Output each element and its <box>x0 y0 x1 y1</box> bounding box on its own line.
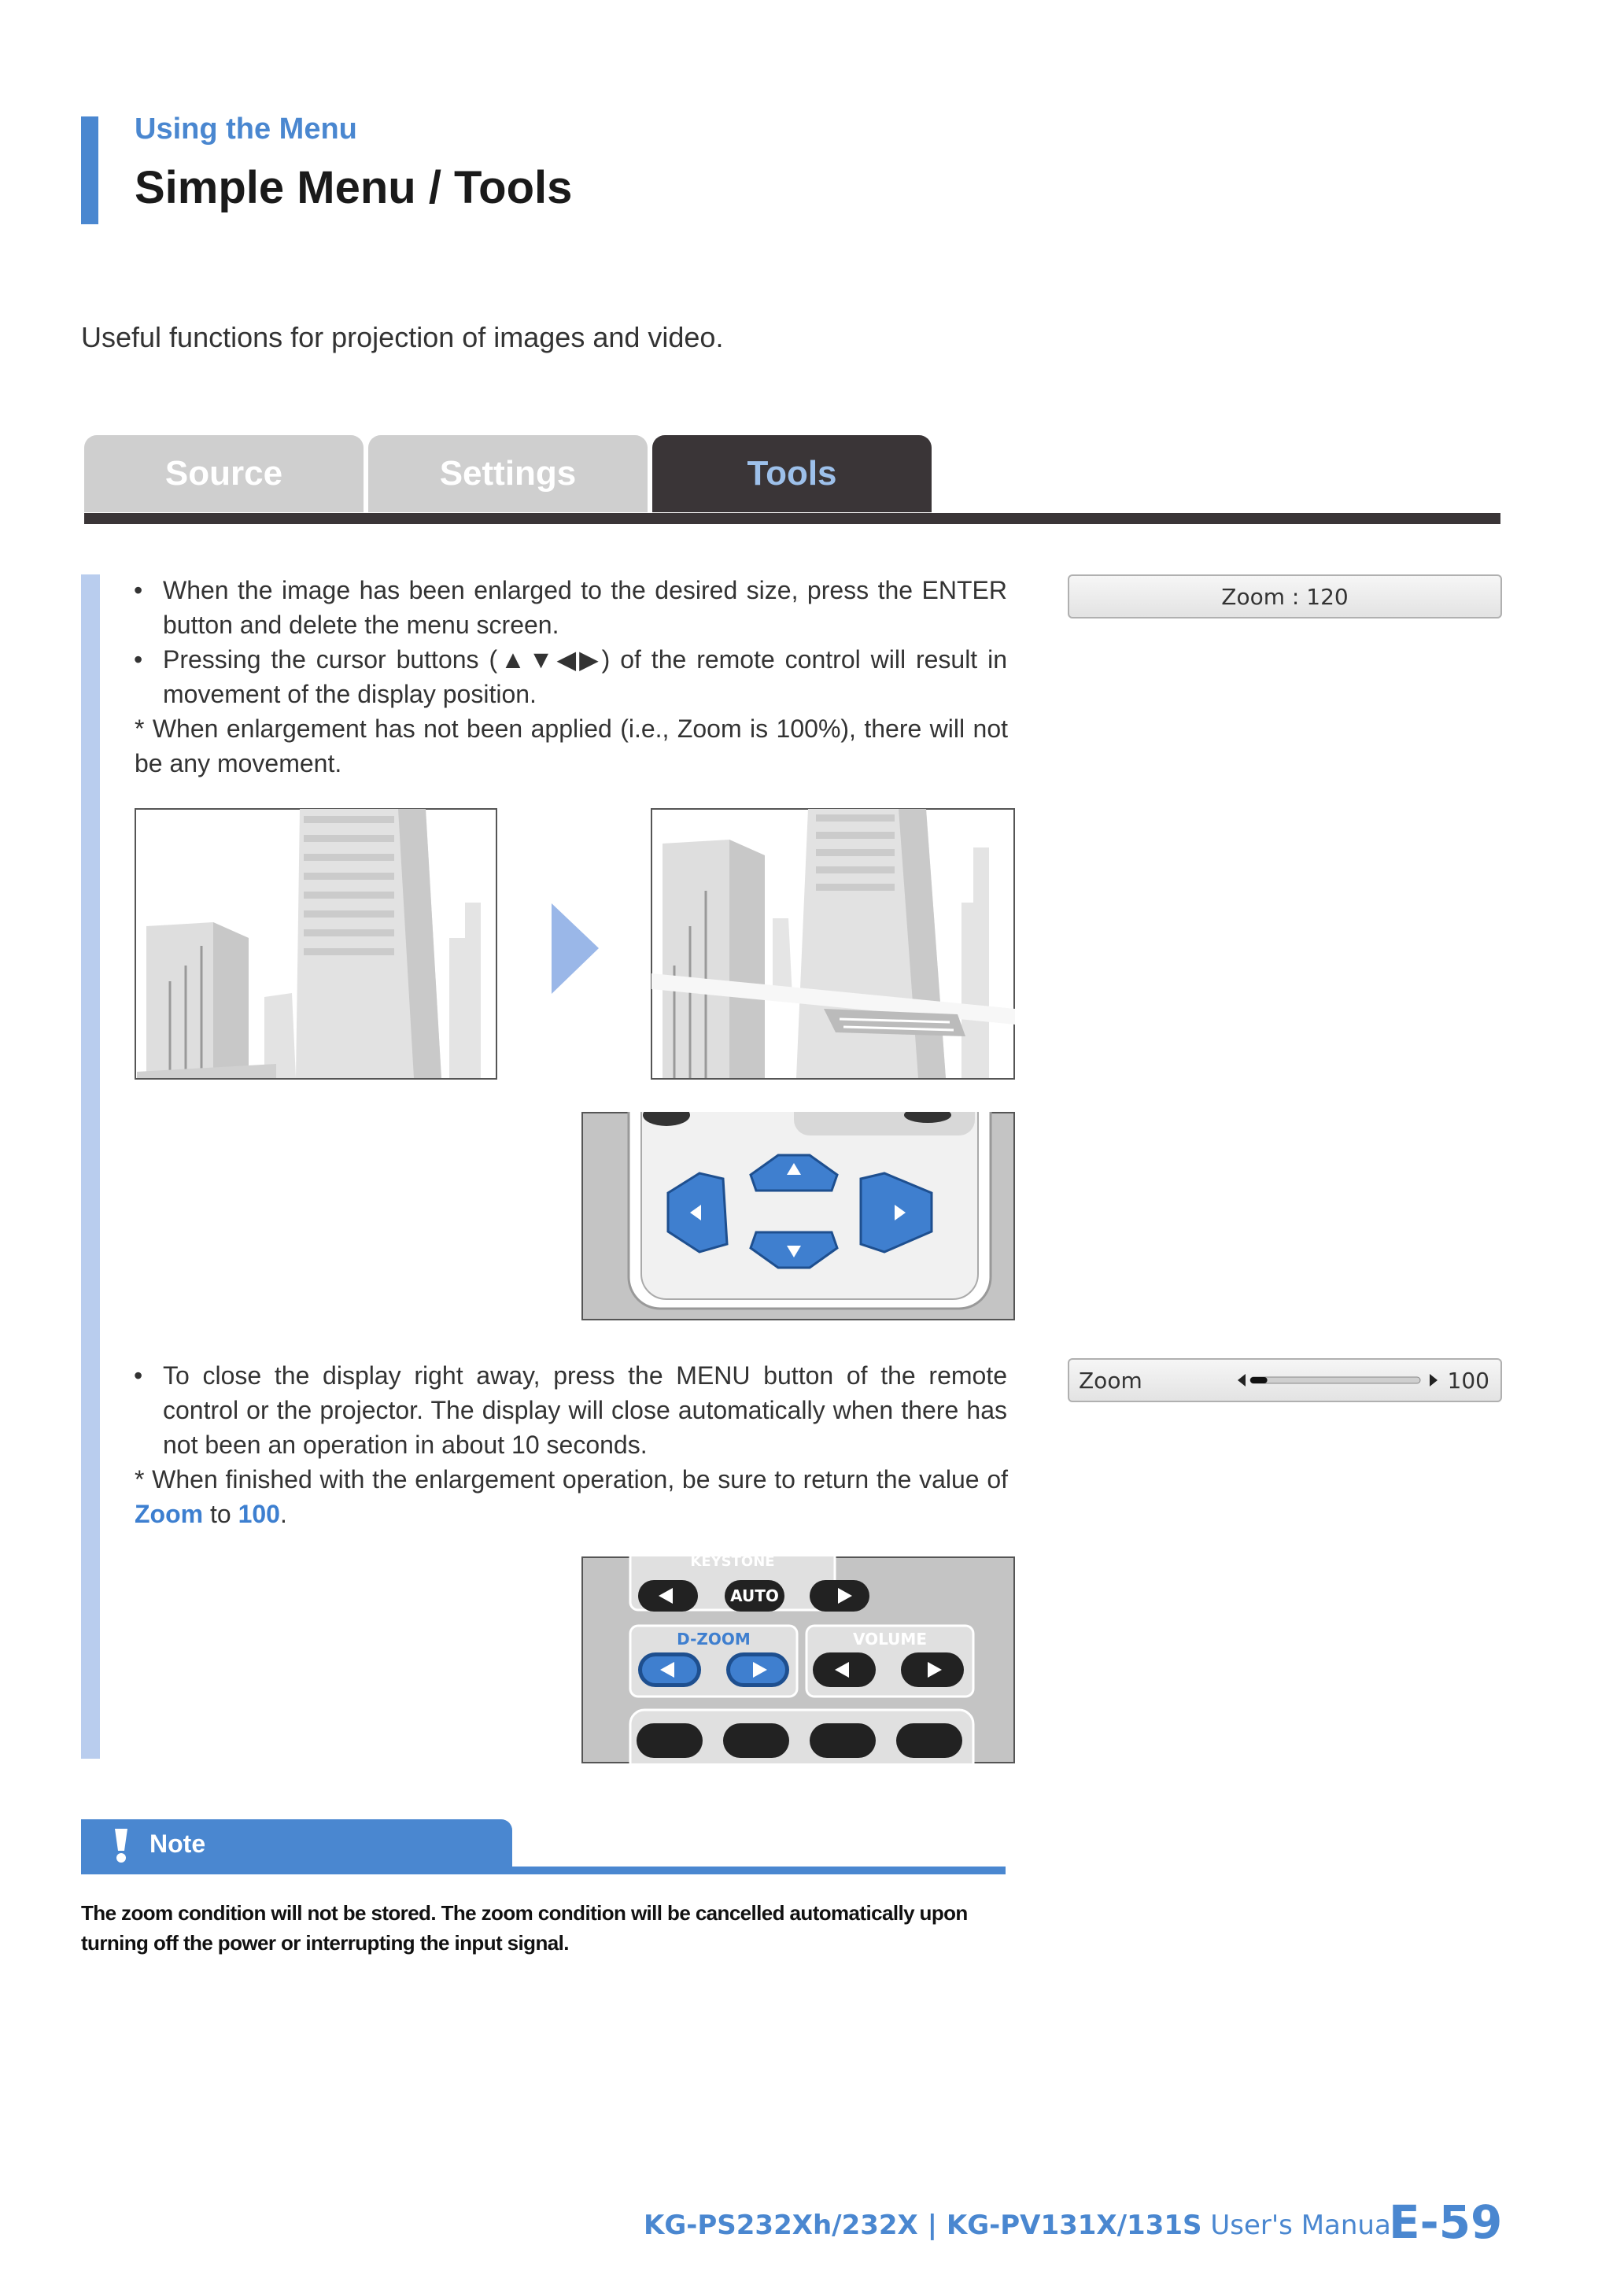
note-text-mid: to <box>203 1500 238 1528</box>
slider-right-arrow-icon <box>1430 1374 1438 1387</box>
zoom-slider <box>1236 1371 1441 1390</box>
tab-rule <box>84 513 1500 524</box>
remote-cursor-illustration <box>581 1112 1015 1320</box>
footer-manual-label: User's Manual <box>1201 2210 1399 2241</box>
content-accent-bar <box>81 574 100 1759</box>
tab-settings[interactable]: Settings <box>368 435 648 512</box>
dzoom-label: D-ZOOM <box>677 1630 751 1649</box>
remote-button[interactable] <box>723 1723 789 1758</box>
remote-button[interactable] <box>637 1723 703 1758</box>
note-zoom-value: 100 <box>238 1500 280 1528</box>
section-label: Using the Menu <box>135 113 357 146</box>
bullet-dot: • <box>134 1361 143 1390</box>
bullet-enter: When the image has been enlarged to the desired size, press the ENTER button and delete the menu screen. <box>163 576 1007 639</box>
auto-button-label: AUTO <box>730 1586 779 1605</box>
footer-model <box>644 2210 1398 2241</box>
exclamation-icon <box>110 1827 132 1863</box>
header-accent-bar <box>81 116 98 224</box>
intro-text: Useful functions for projection of images and video. <box>81 321 724 353</box>
city-image-zoomed <box>651 808 1015 1080</box>
keystone-right-button[interactable] <box>810 1580 869 1612</box>
note-zoom-keyword: Zoom <box>135 1500 204 1528</box>
volume-down-button[interactable] <box>813 1652 876 1687</box>
zoom-osd-120 <box>1068 574 1502 618</box>
volume-label: VOLUME <box>853 1630 927 1649</box>
note-text-end: . <box>279 1500 287 1528</box>
note-label: Note <box>149 1830 206 1858</box>
city-image-original <box>135 808 497 1080</box>
osd-zoom-value: 100 <box>1447 1368 1489 1394</box>
tab-source[interactable]: Source <box>84 435 364 512</box>
note-movement: * When enlargement has not been applied (i.e., Zoom is 100%), there will not be any movement. <box>135 714 1008 777</box>
dzoom-minus-button[interactable] <box>638 1652 701 1687</box>
bullet-dot: • <box>134 576 143 604</box>
remote-button[interactable] <box>810 1723 876 1758</box>
bullet-dot: • <box>134 645 143 674</box>
note-return-zoom <box>135 1462 1008 1531</box>
arrow-right-icon <box>552 903 599 994</box>
osd-zoom-label: Zoom <box>1221 584 1285 610</box>
auto-button[interactable] <box>725 1580 784 1612</box>
footer-model-name: KG-PS232Xh/232X | KG-PV131X/131S <box>644 2210 1202 2241</box>
keystone-left-button[interactable] <box>638 1580 698 1612</box>
note-rule <box>81 1867 1006 1874</box>
tab-tools[interactable]: Tools <box>652 435 932 512</box>
keystone-label: KEYSTONE <box>690 1556 775 1570</box>
page-number: E-59 <box>1389 2195 1503 2249</box>
page-title: Simple Menu / Tools <box>135 162 573 213</box>
volume-up-button[interactable] <box>901 1652 964 1687</box>
zoom-osd-100 <box>1068 1358 1502 1402</box>
slider-left-arrow-icon <box>1238 1374 1246 1387</box>
bullet-cursor: Pressing the cursor buttons (▲▼◀▶) of the remote control will result in movement of the display position. <box>163 645 1007 708</box>
note-text-prefix: * When finished with the enlargement operation, be sure to return the value of <box>135 1465 1008 1494</box>
remote-button[interactable] <box>896 1723 962 1758</box>
dzoom-plus-button[interactable] <box>726 1652 789 1687</box>
note-header <box>81 1819 512 1871</box>
osd-separator: : <box>1291 584 1300 610</box>
note-text: The zoom condition will not be stored. The zoom condition will be cancelled automatically upon turning off the power or interrupting the input signal. <box>81 1901 968 1955</box>
osd-zoom-label: Zoom <box>1079 1368 1142 1394</box>
slider-fill <box>1250 1377 1268 1383</box>
osd-zoom-value: 120 <box>1306 584 1349 610</box>
bullet-close-menu: To close the display right away, press the MENU button of the remote control or the projector. The display will close automatically when there has not been an operation in about 10 seconds. <box>163 1361 1007 1459</box>
remote-dzoom-illustration <box>581 1556 1015 1763</box>
